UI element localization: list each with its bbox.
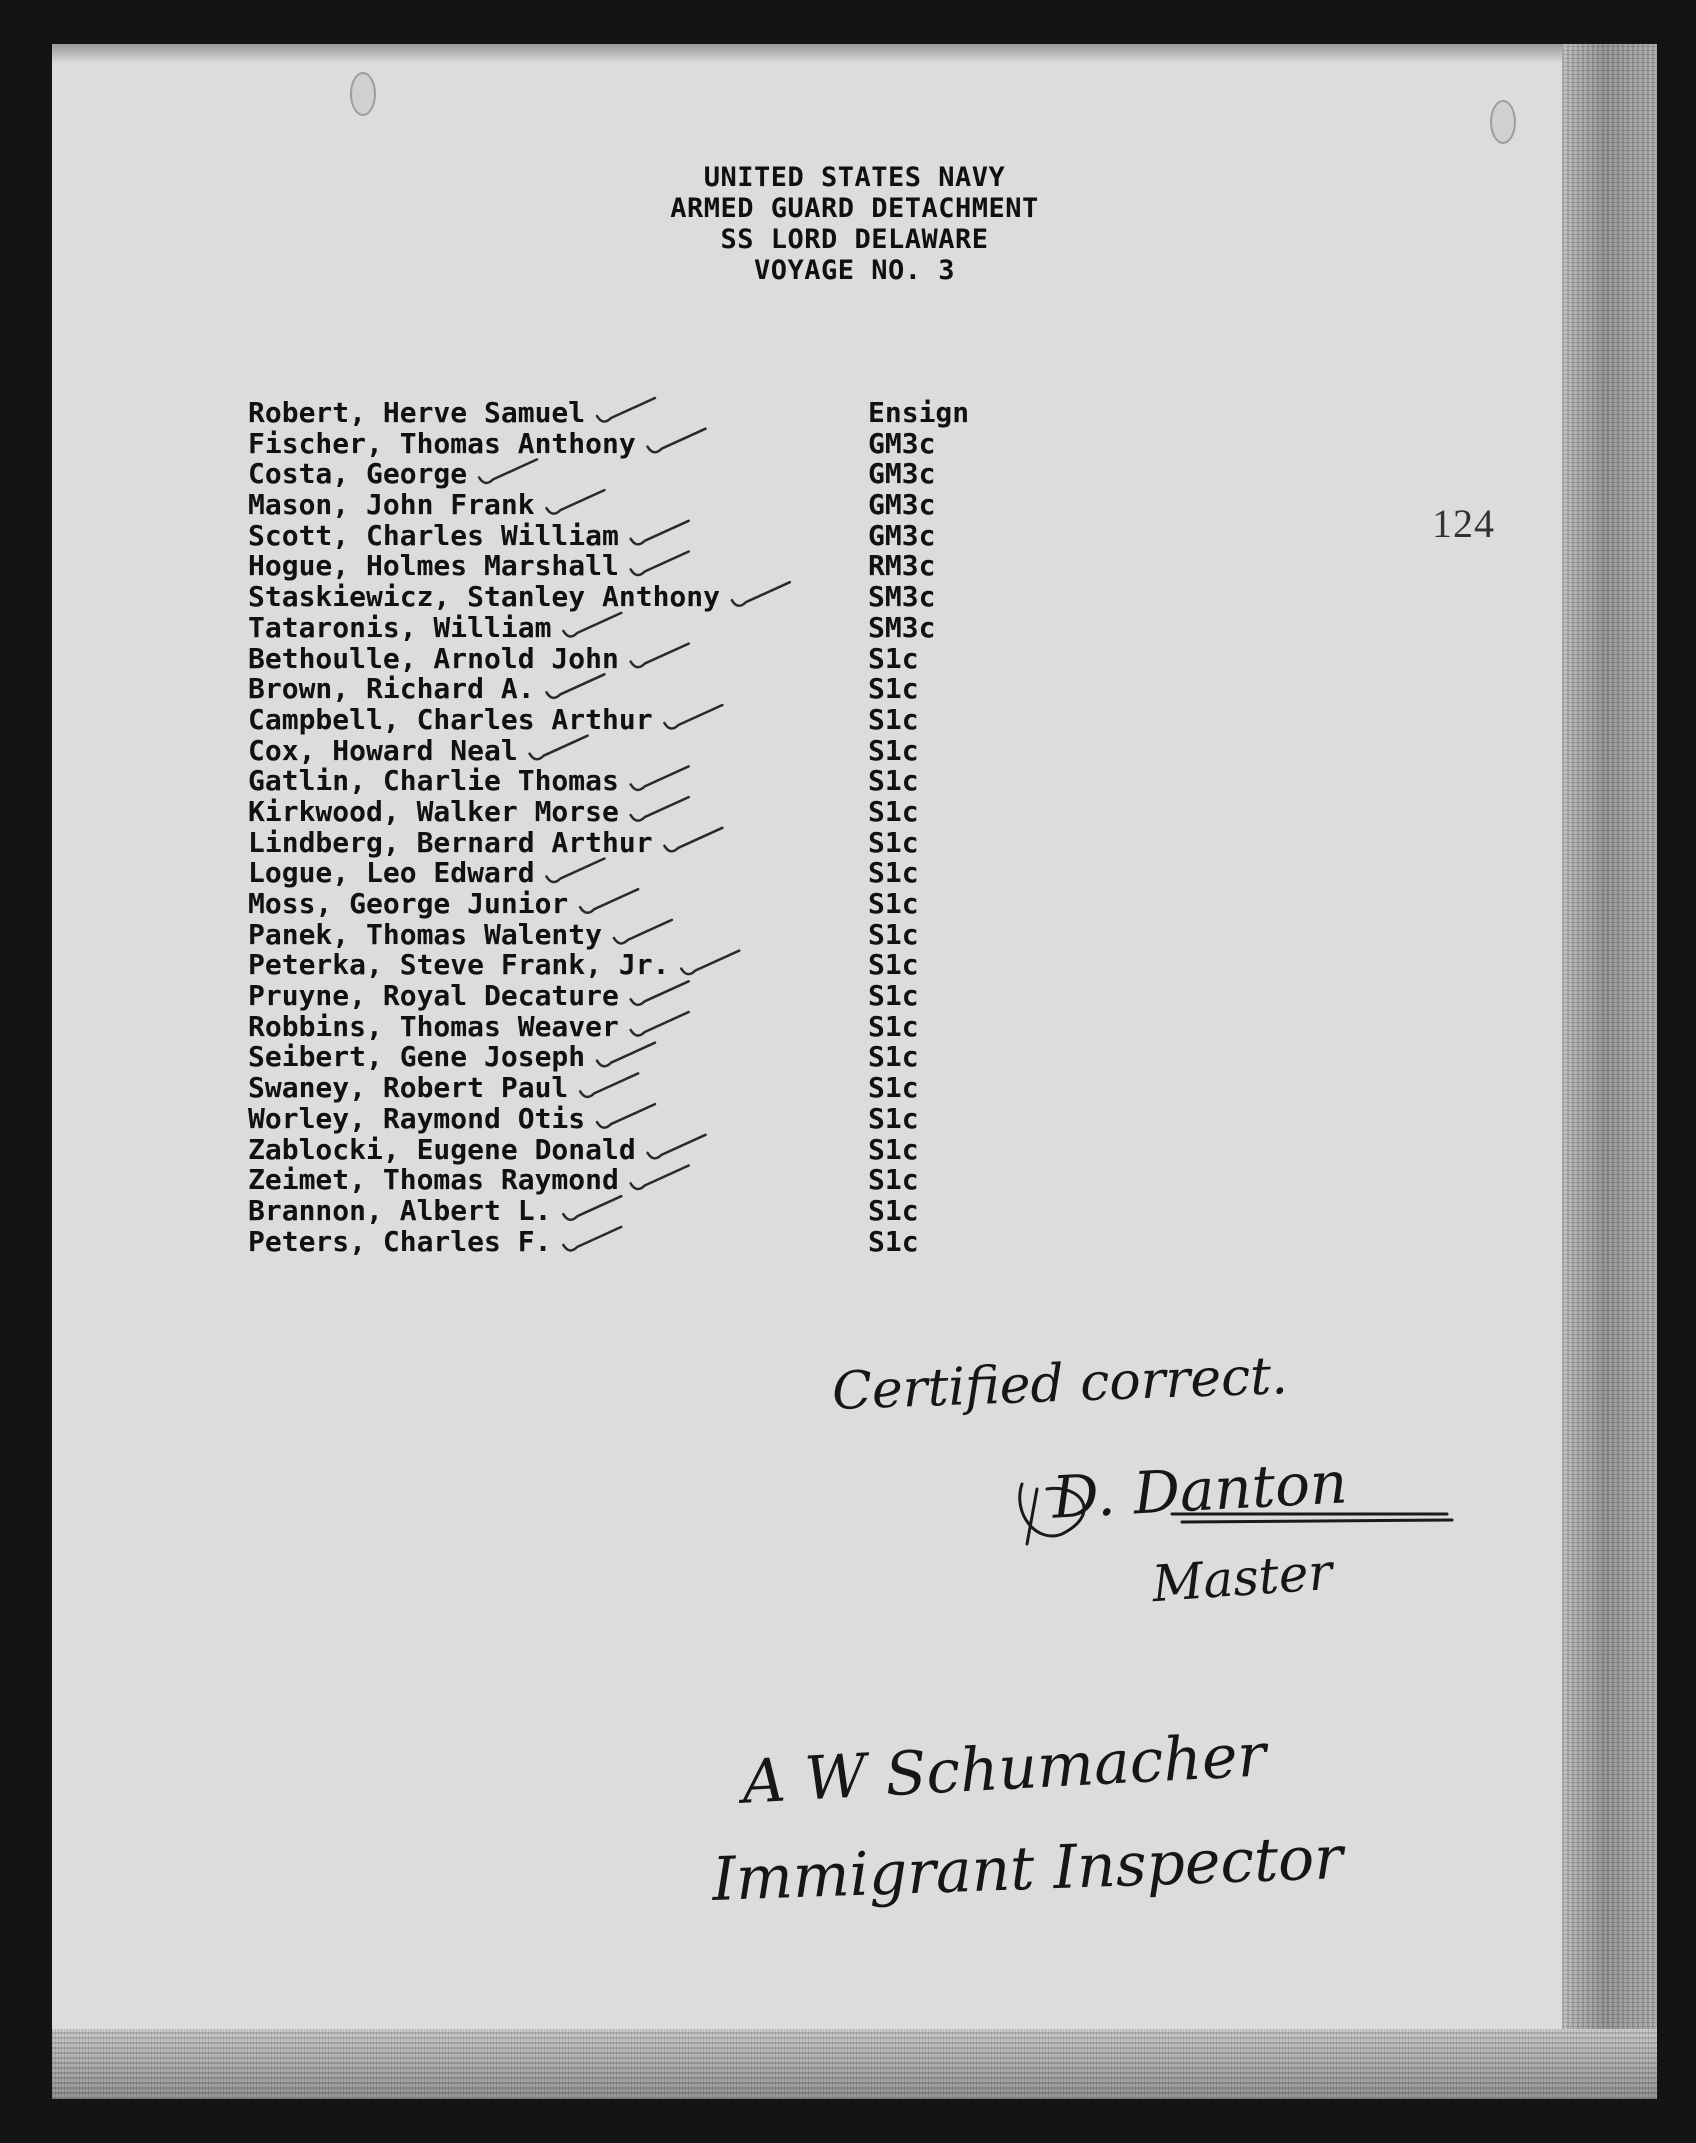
crew-name: Zablocki, Eugene Donald [248, 1132, 636, 1166]
crew-rate: S1c [868, 825, 919, 859]
master-title: Master [1150, 1542, 1335, 1614]
document-page [52, 44, 1657, 2099]
crew-name: Lindberg, Bernard Arthur [248, 825, 653, 859]
crew-rate: S1c [868, 887, 919, 920]
header-line-voyage: VOYAGE NO. 3 [753, 255, 956, 286]
crew-name: Zeimet, Thomas Raymond [248, 1163, 619, 1197]
header-line-navy: UNITED STATES NAVY [703, 162, 1006, 193]
crew-rate: S1c [868, 856, 919, 890]
crew-name: Worley, Raymond Otis [248, 1101, 586, 1135]
crew-rate: SM3c [868, 610, 936, 644]
crew-name: Panek, Thomas Walenty [248, 917, 603, 951]
crew-rate: S1c [868, 1163, 919, 1197]
crew-rate: S1c [868, 672, 919, 706]
crew-rate: GM3c [868, 457, 936, 491]
crew-name: Staskiewicz, Stanley Anthony [248, 580, 721, 614]
crew-rate: S1c [868, 794, 919, 828]
crew-name: Costa, George [248, 457, 468, 491]
crew-rate: GM3c [868, 518, 936, 552]
crew-name: Fischer, Thomas Anthony [248, 426, 636, 460]
crew-rate: S1c [868, 1040, 919, 1074]
crew-name: Peterka, Steve Frank, Jr. [248, 948, 670, 982]
certified-correct-note: Certified correct. [831, 1346, 1289, 1422]
crew-rate: SM3c [868, 580, 936, 614]
crew-name: Robbins, Thomas Weaver [248, 1009, 619, 1043]
crew-rate: S1c [868, 702, 919, 736]
crew-name: Logue, Leo Edward [248, 856, 535, 890]
crew-name: Campbell, Charles Arthur [248, 702, 653, 736]
crew-name: Kirkwood, Walker Morse [248, 794, 619, 828]
header-line-ship: SS LORD DELAWARE [720, 224, 989, 255]
crew-rate: S1c [868, 1132, 919, 1166]
crew-rate: S1c [868, 917, 919, 951]
crew-name: Mason, John Frank [248, 488, 535, 522]
crew-rate: S1c [868, 764, 919, 798]
crew-name: Tataronis, William [248, 610, 552, 644]
crew-name: Pruyne, Royal Decature [248, 979, 619, 1013]
crew-rate: S1c [868, 1101, 919, 1135]
crew-rate: RM3c [868, 549, 936, 583]
crew-rate: S1c [868, 733, 919, 767]
crew-name: Scott, Charles William [248, 518, 619, 552]
crew-rate: S1c [868, 948, 919, 982]
inspector-title: Immigrant Inspector [710, 1823, 1344, 1915]
crew-name: Bethoulle, Arnold John [248, 641, 619, 675]
crew-name: Moss, George Junior [248, 887, 569, 920]
crew-name: Seibert, Gene Joseph [248, 1040, 586, 1074]
crew-rate: S1c [868, 1224, 919, 1258]
crew-name: Hogue, Holmes Marshall [248, 549, 619, 583]
crew-name: Cox, Howard Neal [248, 733, 518, 767]
crew-name: Brannon, Albert L. [248, 1193, 552, 1227]
page-number: 124 [1432, 501, 1495, 546]
crew-name: Swaney, Robert Paul [248, 1071, 569, 1105]
crew-rate: GM3c [868, 426, 936, 460]
crew-rate: S1c [868, 1193, 919, 1227]
inspector-signature: A W Schumacher [740, 1720, 1268, 1818]
master-signature: D. Danton [1050, 1448, 1349, 1532]
crew-rate: S1c [868, 1009, 919, 1043]
crew-rate: Ensign [868, 396, 970, 429]
crew-name: Brown, Richard A. [248, 672, 535, 706]
crew-rate: S1c [868, 641, 919, 675]
header-line-detachment: ARMED GUARD DETACHMENT [670, 193, 1039, 224]
crew-name: Robert, Herve Samuel [248, 396, 586, 429]
crew-rate: GM3c [868, 488, 936, 522]
crew-rate: S1c [868, 979, 919, 1013]
crew-name: Gatlin, Charlie Thomas [248, 764, 619, 798]
crew-name: Peters, Charles F. [248, 1224, 552, 1258]
crew-rate: S1c [868, 1071, 919, 1105]
